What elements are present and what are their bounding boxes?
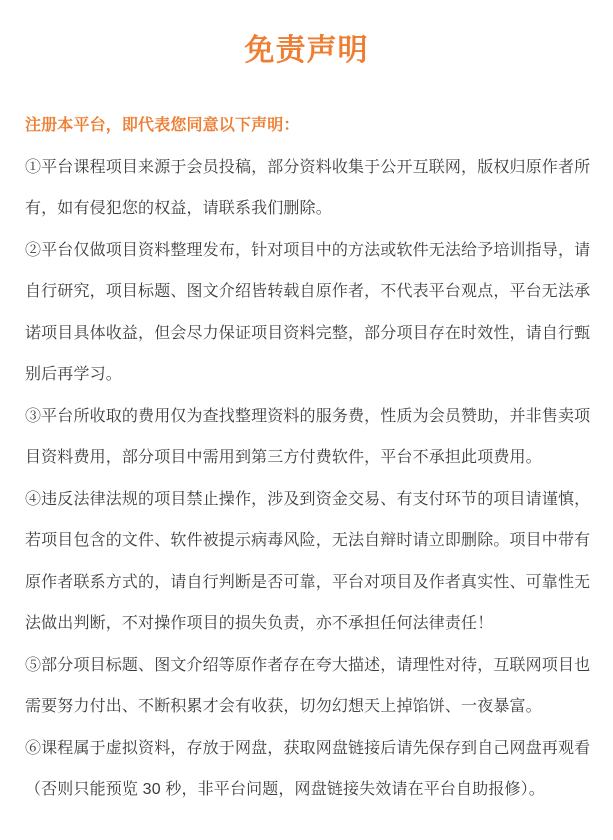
- disclaimer-p4-line3: 原作者联系方式的，请自行判断是否可靠，平台对项目及作者真实性、可靠性无: [25, 573, 591, 591]
- agreement-notice: 注册本平台，即代表您同意以下声明：: [25, 117, 300, 134]
- disclaimer-p4-line4: 法做出判断，不对操作项目的损失负责，亦不承担任何法律责任！: [25, 615, 494, 632]
- disclaimer-p5-line2: 需要努力付出、不断积累才会有收获，切勿幻想天上掉馅饼、一夜暴富。: [25, 698, 542, 715]
- disclaimer-p2-line3: 诺项目具体收益，但会尽力保证项目资料完整，部分项目存在时效性，请自行甄: [25, 324, 591, 342]
- disclaimer-p1-line2: 有，如有侵犯您的权益，请联系我们删除。: [25, 200, 332, 217]
- disclaimer-p6-line1: ⑥课程属于虚拟资料，存放于网盘，获取网盘链接后请先保存到自己网盘再观看: [25, 739, 591, 757]
- disclaimer-content: [0, 105, 613, 811]
- disclaimer-p4-line2: 若项目包含的文件、软件被提示病毒风险，无法自辩时请立即删除。项目中带有: [25, 532, 591, 549]
- disclaimer-p2-line1: ②平台仅做项目资料整理发布，针对项目中的方法或软件无法给予培训指导，请: [25, 241, 591, 259]
- disclaimer-p1-line1: ①平台课程项目来源于会员投稿，部分资料收集于公开互联网，版权归原作者所: [25, 158, 591, 176]
- disclaimer-p6-line2: （否则只能预览 30 秒，非平台问题，网盘链接失效请在平台自助报修）。: [25, 781, 545, 798]
- disclaimer-p2-line4: 别后再学习。: [25, 366, 122, 383]
- page-title: 免责声明: [244, 34, 369, 67]
- disclaimer-p3-line1: ③平台所收取的费用仅为查找整理资料的服务费，性质为会员赞助，并非售卖项: [25, 407, 591, 425]
- disclaimer-p5-line1: ⑤部分项目标题、图文介绍等原作者存在夸大描述，请理性对待，互联网项目也: [25, 656, 591, 674]
- disclaimer-page: [0, 32, 613, 840]
- disclaimer-p4-line1: ④违反法律法规的项目禁止操作，涉及到资金交易、有支付环节的项目请谨慎，: [25, 490, 591, 508]
- disclaimer-p3-line2: 目资料费用，部分项目中需用到第三方付费软件，平台不承担此项费用。: [25, 449, 542, 466]
- disclaimer-p2-line2: 自行研究，项目标题、图文介绍皆转载自原作者，不代表平台观点，平台无法承: [25, 283, 591, 300]
